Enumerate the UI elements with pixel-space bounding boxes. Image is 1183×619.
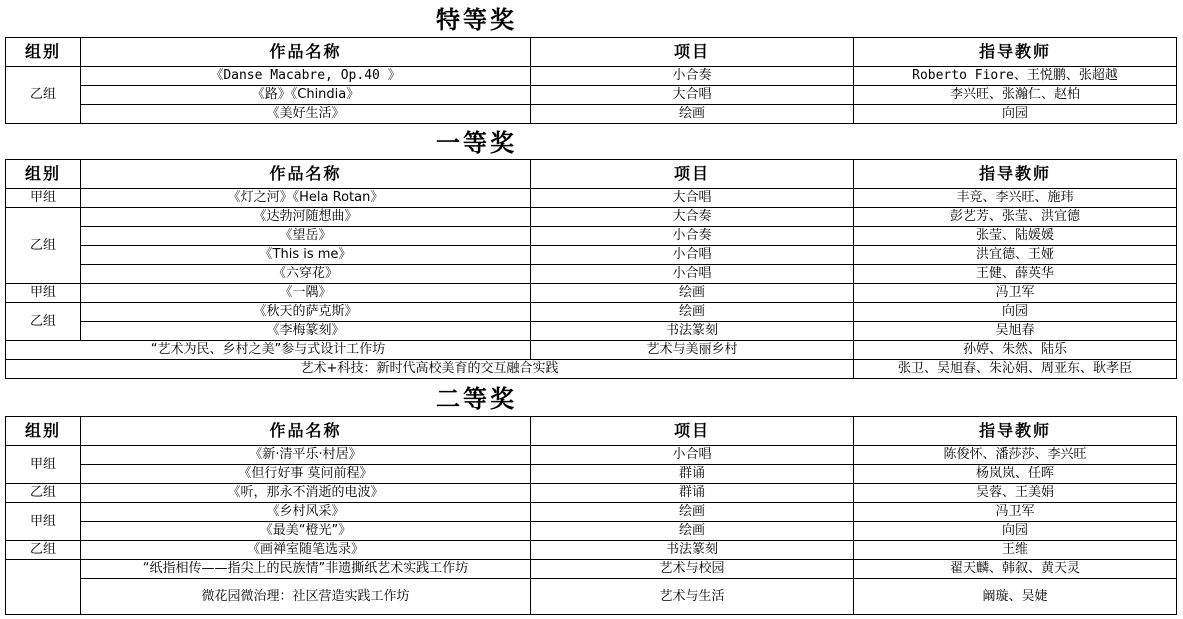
- table-row: [6, 484, 1177, 503]
- teacher-cell: 王健、薛英华: [854, 265, 1177, 284]
- work-cell: 《最美“橙光”》: [81, 522, 531, 541]
- project-cell: 小合奏: [531, 227, 854, 246]
- group-cell: 乙组: [6, 67, 81, 124]
- table-row: [6, 67, 1177, 86]
- work-cell: “艺术为民、乡村之美”参与式设计工作坊: [6, 341, 531, 360]
- special-award-table: [5, 37, 1177, 124]
- table-row: [6, 227, 1177, 246]
- group-cell: 甲组: [6, 503, 81, 541]
- first-award-title: 一等奖: [436, 128, 517, 157]
- work-cell: 《听，那永不消逝的电波》: [81, 484, 531, 503]
- table-row: [6, 322, 1177, 341]
- table-row: [6, 503, 1177, 522]
- header-teacher: 指导教师: [854, 417, 1177, 446]
- project-cell: 群诵: [531, 465, 854, 484]
- table-row: [6, 189, 1177, 208]
- teacher-cell: 杨岚岚、任晖: [854, 465, 1177, 484]
- group-cell: 乙组: [6, 541, 81, 560]
- work-cell: 《望岳》: [81, 227, 531, 246]
- project-cell: 书法篆刻: [531, 541, 854, 560]
- table-row: [6, 265, 1177, 284]
- teacher-cell: 丰竞、李兴旺、施玮: [854, 189, 1177, 208]
- table-row: [6, 105, 1177, 124]
- header-group: 组别: [6, 417, 81, 446]
- teacher-cell: 向园: [854, 303, 1177, 322]
- work-cell: “纸指相传——指尖上的民族情”非遗撕纸艺术实践工作坊: [81, 560, 531, 579]
- teacher-cell: 洪宜德、王娅: [854, 246, 1177, 265]
- teacher-cell: 陈俊怀、潘莎莎、李兴旺: [854, 446, 1177, 465]
- work-cell: 《一隅》: [81, 284, 531, 303]
- work-cell: 《但行好事 莫问前程》: [81, 465, 531, 484]
- second-award-table: [5, 416, 1177, 615]
- project-cell: 小合唱: [531, 265, 854, 284]
- header-group: 组别: [6, 38, 81, 67]
- project-cell: 大合奏: [531, 208, 854, 227]
- teacher-cell: Roberto Fiore、王悦鹏、张超越: [854, 67, 1177, 86]
- work-cell: 《达勃河随想曲》: [81, 208, 531, 227]
- project-cell: 大合唱: [531, 86, 854, 105]
- project-cell: 小合唱: [531, 446, 854, 465]
- project-cell: 绘画: [531, 503, 854, 522]
- project-cell: 小合唱: [531, 246, 854, 265]
- group-cell: 乙组: [6, 484, 81, 503]
- teacher-cell: 李兴旺、张瀚仁、赵柏: [854, 86, 1177, 105]
- table-row: [6, 465, 1177, 484]
- header-project: 项目: [531, 417, 854, 446]
- project-cell: 艺术与美丽乡村: [531, 341, 854, 360]
- work-cell: 《This is me》: [81, 246, 531, 265]
- group-cell-empty: [6, 560, 81, 615]
- project-cell: 绘画: [531, 303, 854, 322]
- teacher-cell: 孙婷、朱然、陆乐: [854, 341, 1177, 360]
- table-row: [6, 341, 1177, 360]
- work-cell: 《灯之河》《Hela Rotan》: [81, 189, 531, 208]
- teacher-cell: 吴旭春: [854, 322, 1177, 341]
- table-header-row: [6, 38, 1177, 67]
- header-teacher: 指导教师: [854, 160, 1177, 189]
- project-cell: 艺术与生活: [531, 579, 854, 615]
- work-cell: 《路》《Chindia》: [81, 86, 531, 105]
- work-cell: 《乡村风采》: [81, 503, 531, 522]
- work-cell: 《画禅室随笔选录》: [81, 541, 531, 560]
- group-cell: 乙组: [6, 303, 81, 341]
- work-cell: 《新·清平乐·村居》: [81, 446, 531, 465]
- group-cell: 乙组: [6, 208, 81, 284]
- table-row: [6, 303, 1177, 322]
- table-row: [6, 446, 1177, 465]
- work-cell: 《李梅篆刻》: [81, 322, 531, 341]
- teacher-cell: 张莹、陆媛媛: [854, 227, 1177, 246]
- work-cell: 《美好生活》: [81, 105, 531, 124]
- teacher-cell: 翟天麟、韩叙、黄天灵: [854, 560, 1177, 579]
- header-work: 作品名称: [81, 417, 531, 446]
- table-header-row: [6, 417, 1177, 446]
- header-work: 作品名称: [81, 160, 531, 189]
- group-cell: 甲组: [6, 446, 81, 484]
- teacher-cell: 张卫、吴旭春、朱沁娟、周亚东、耿孝臣: [854, 360, 1177, 379]
- teacher-cell: 吴蓉、王美娟: [854, 484, 1177, 503]
- project-cell: 小合奏: [531, 67, 854, 86]
- project-cell: 书法篆刻: [531, 322, 854, 341]
- table-row: [6, 522, 1177, 541]
- header-project: 项目: [531, 38, 854, 67]
- special-award-title: 特等奖: [436, 5, 517, 34]
- work-cell: 艺术+科技：新时代高校美育的交互融合实践: [6, 360, 854, 379]
- teacher-cell: 王维: [854, 541, 1177, 560]
- project-cell: 绘画: [531, 522, 854, 541]
- table-row: [6, 208, 1177, 227]
- project-cell: 绘画: [531, 284, 854, 303]
- second-award-title: 二等奖: [436, 384, 517, 413]
- project-cell: 大合唱: [531, 189, 854, 208]
- work-cell: 微花园微治理：社区营造实践工作坊: [81, 579, 531, 615]
- teacher-cell: 冯卫军: [854, 284, 1177, 303]
- work-cell: 《六穿花》: [81, 265, 531, 284]
- header-teacher: 指导教师: [854, 38, 1177, 67]
- work-cell: 《Danse Macabre, Op.40 》: [81, 67, 531, 86]
- work-cell: 《秋天的萨克斯》: [81, 303, 531, 322]
- table-header-row: [6, 160, 1177, 189]
- teacher-cell: 冯卫军: [854, 503, 1177, 522]
- teacher-cell: 向园: [854, 105, 1177, 124]
- table-row: [6, 541, 1177, 560]
- table-row: [6, 284, 1177, 303]
- table-row: [6, 246, 1177, 265]
- header-group: 组别: [6, 160, 81, 189]
- teacher-cell: 彭艺芳、张莹、洪宜德: [854, 208, 1177, 227]
- table-row: [6, 360, 1177, 379]
- project-cell: 群诵: [531, 484, 854, 503]
- teacher-cell: 向园: [854, 522, 1177, 541]
- group-cell: 甲组: [6, 284, 81, 303]
- table-row: [6, 579, 1177, 615]
- header-project: 项目: [531, 160, 854, 189]
- table-row: [6, 560, 1177, 579]
- project-cell: 绘画: [531, 105, 854, 124]
- group-cell: 甲组: [6, 189, 81, 208]
- project-cell: 艺术与校园: [531, 560, 854, 579]
- table-row: [6, 86, 1177, 105]
- first-award-table: [5, 159, 1177, 379]
- teacher-cell: 阚璇、吴婕: [854, 579, 1177, 615]
- header-work: 作品名称: [81, 38, 531, 67]
